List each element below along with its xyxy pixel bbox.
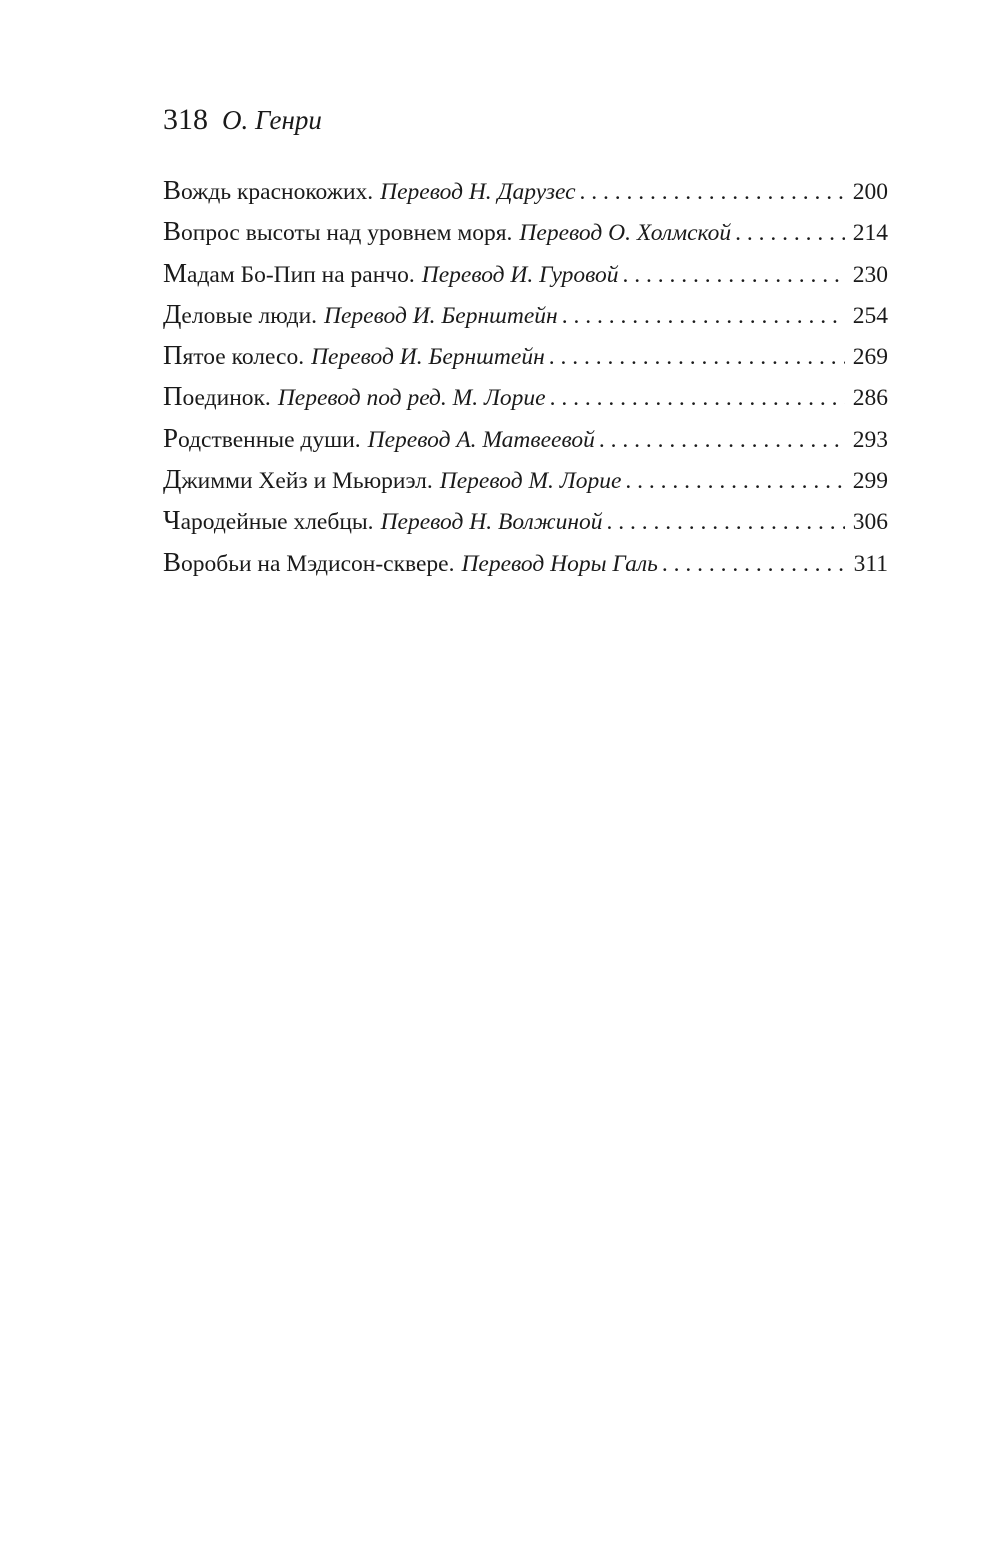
toc-entry-translator: Перевод А. Матвеевой xyxy=(367,426,595,453)
toc-entry xyxy=(163,459,888,500)
toc-entry-page: 269 xyxy=(852,344,888,371)
toc-entry-title: Чародейные хлебцы. xyxy=(163,505,374,536)
dot-leader xyxy=(549,337,845,376)
dot-leader xyxy=(625,461,844,500)
toc-entry-translator: Перевод Н. Волжиной xyxy=(380,509,603,536)
toc-entry xyxy=(163,542,888,583)
toc-entry xyxy=(163,335,888,376)
toc-entry xyxy=(163,211,888,252)
toc-entry-translator: Перевод И. Гуровой xyxy=(421,261,619,288)
dot-leader xyxy=(580,172,845,211)
toc-entry-translator: Перевод О. Холмской xyxy=(519,220,732,247)
toc-entry-translator: Перевод Норы Галь xyxy=(461,550,658,577)
toc-entry-translator: Перевод Н. Дарузес xyxy=(380,179,576,205)
dot-leader xyxy=(550,378,845,417)
toc-entry-title: Пятое колесо. xyxy=(163,340,305,371)
toc-entry-page: 306 xyxy=(852,509,888,536)
page-number: 318 xyxy=(163,103,208,136)
dot-leader xyxy=(599,420,845,459)
toc-entry xyxy=(163,418,888,459)
toc-entry-title: Воробьи на Мэдисон-сквере. xyxy=(163,546,455,577)
toc-entry-title: Мадам Бо-Пип на ранчо. xyxy=(163,257,415,288)
toc-entry-page: 200 xyxy=(852,179,888,205)
toc-entry xyxy=(163,500,888,541)
dot-leader xyxy=(735,213,845,252)
toc-entry-title: Джимми Хейз и Мьюриэл. xyxy=(163,464,433,495)
toc-entry-translator: Перевод И. Бернштейн xyxy=(311,344,545,371)
toc-entry xyxy=(163,170,888,211)
toc-entry-page: 230 xyxy=(852,261,888,288)
toc-entry xyxy=(163,294,888,335)
toc-entry-page: 254 xyxy=(852,302,888,329)
toc-entry-translator: Перевод М. Лорие xyxy=(439,468,622,495)
running-head-author: О. Генри xyxy=(222,105,322,135)
dot-leader xyxy=(623,255,845,294)
toc-entry-title: Вопрос высоты над уровнем моря. xyxy=(163,216,513,247)
toc-entry-page: 293 xyxy=(852,426,888,453)
toc-entry-translator: Перевод И. Бернштейн xyxy=(324,302,558,329)
toc-entry-title: Родственные души. xyxy=(163,422,361,453)
toc-entry-page: 299 xyxy=(852,468,888,495)
table-of-contents xyxy=(163,170,888,583)
toc-entry-title: Деловые люди. xyxy=(163,298,318,329)
toc-entry-page: 286 xyxy=(852,385,888,412)
toc-entry-translator: Перевод под ред. М. Лорие xyxy=(277,385,546,412)
dot-leader xyxy=(662,544,846,583)
running-head xyxy=(163,100,322,140)
dot-leader xyxy=(562,296,845,335)
toc-entry xyxy=(163,376,888,417)
toc-entry-page: 214 xyxy=(852,220,888,247)
dot-leader xyxy=(607,502,845,541)
toc-entry-title: Поединок. xyxy=(163,381,271,412)
toc-entry-page: 311 xyxy=(853,550,888,577)
toc-entry xyxy=(163,253,888,294)
toc-entry-title: Вождь краснокожих. xyxy=(163,175,374,205)
